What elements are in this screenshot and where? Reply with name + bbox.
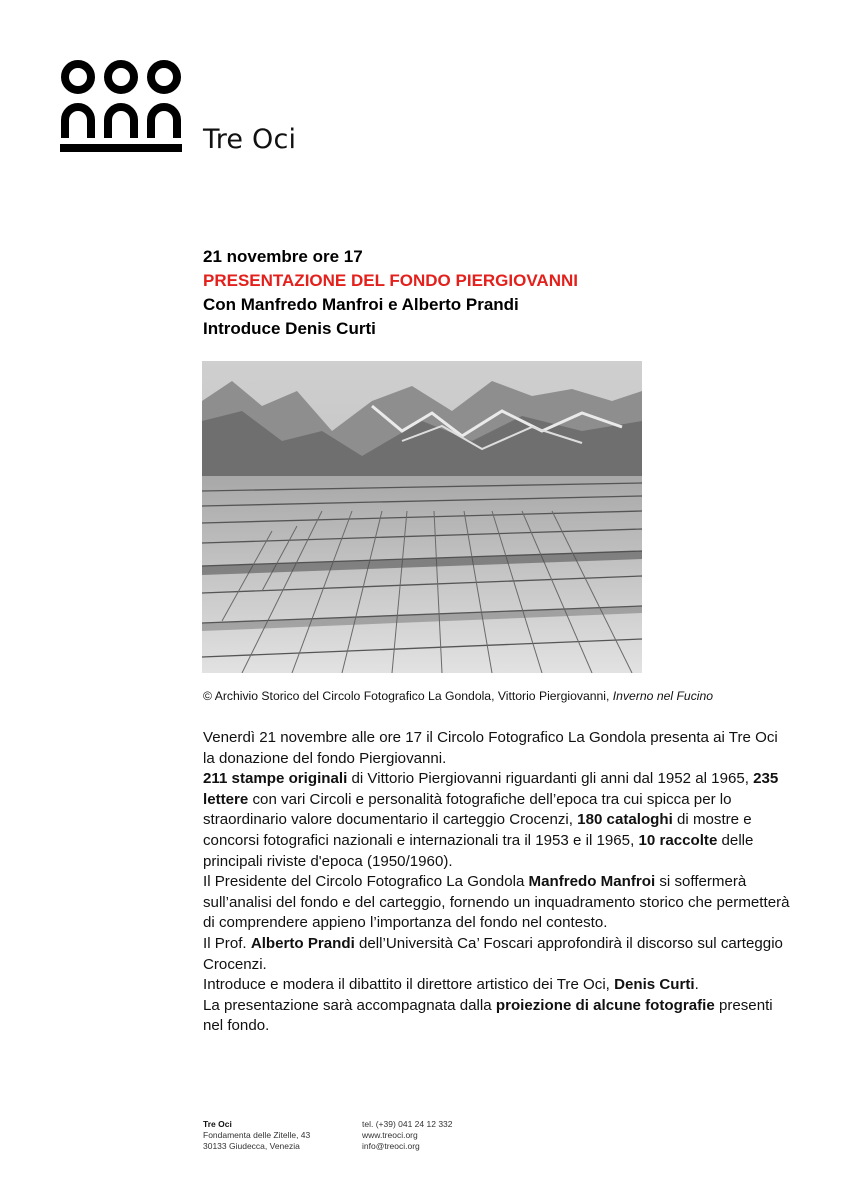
text: di mostre e concorsi fotografici nazionali e internazionali tra il 1953 e il 1965, bbox=[203, 811, 752, 849]
bold-prandi: Alberto Prandi bbox=[250, 934, 355, 952]
text: La presentazione sarà accompagnata dalla bbox=[203, 996, 496, 1014]
bold-prints: 211 stampe originali bbox=[203, 770, 348, 788]
footer-name: Tre Oci bbox=[203, 1119, 232, 1129]
caption-title: Inverno nel Fucino bbox=[612, 689, 714, 703]
event-title: PRESENTAZIONE DEL FONDO PIERGIOVANNI bbox=[203, 271, 578, 290]
footer-contacts bbox=[362, 1119, 453, 1152]
landscape-photo bbox=[202, 361, 642, 673]
footer-phone: tel. (+39) 041 24 12 332 bbox=[362, 1119, 453, 1129]
body-text bbox=[203, 728, 793, 1037]
text: di Vittorio Piergiovanni riguardanti gli anni dal 1952 al 1965, bbox=[347, 770, 754, 788]
text: con vari Circoli e personalità fotografiche dell’epoca tra cui spicca per lo straordinario valore documentario il carteggio Crocenzi, bbox=[203, 790, 732, 829]
bold-collections: 10 raccolte bbox=[638, 831, 718, 849]
paragraph-5 bbox=[203, 975, 793, 996]
paragraph-1: Venerdì 21 novembre alle ore 17 il Circolo Fotografico La Gondola presenta ai Tre Oci la donazione del fondo Piergiovanni. bbox=[203, 729, 778, 767]
footer-address bbox=[203, 1119, 310, 1152]
event-date: 21 novembre ore 17 bbox=[203, 247, 363, 266]
bold-projection: proiezione di alcune fotografie bbox=[495, 996, 715, 1014]
text: presenti nel fondo. bbox=[203, 996, 773, 1035]
paragraph-4 bbox=[203, 934, 793, 975]
caption-text: © Archivio Storico del Circolo Fotografico La Gondola, Vittorio Piergiovanni, bbox=[203, 689, 613, 703]
paragraph-2 bbox=[203, 769, 793, 872]
paragraph-6 bbox=[203, 996, 793, 1037]
bold-catalogs: 180 cataloghi bbox=[577, 811, 673, 829]
bold-letters: 235 lettere bbox=[203, 770, 779, 808]
footer-email-link[interactable]: info@treoci.org bbox=[362, 1141, 420, 1151]
event-intro: Introduce Denis Curti bbox=[203, 319, 376, 338]
bold-curti: Denis Curti bbox=[614, 976, 695, 994]
event-speakers: Con Manfredo Manfroi e Alberto Prandi bbox=[203, 295, 519, 314]
photo-caption bbox=[203, 689, 713, 703]
footer-address-line-1: Fondamenta delle Zitelle, 43 bbox=[203, 1130, 311, 1140]
text: Il Prof. bbox=[203, 934, 251, 952]
text: si soffermerà sull’analisi del fondo e del carteggio, fornendo un inquadramento storico che permetterà di comprendere appieno l’importanza del fondo nel contesto. bbox=[203, 873, 790, 932]
text: delle principali riviste d'epoca (1950/1960). bbox=[203, 831, 754, 870]
paragraph-3 bbox=[203, 872, 793, 934]
event-heading bbox=[203, 245, 578, 341]
tre-oci-logo bbox=[60, 60, 182, 156]
text: . bbox=[694, 976, 699, 994]
brand-name: Tre Oci bbox=[203, 124, 297, 155]
text: dell’Università Ca’ Foscari approfondirà il discorso sul carteggio Crocenzi. bbox=[203, 934, 783, 973]
text: Il Presidente del Circolo Fotografico La Gondola bbox=[203, 873, 529, 891]
bold-manfroi: Manfredo Manfroi bbox=[528, 873, 656, 891]
footer-address-line-2: 30133 Giudecca, Venezia bbox=[203, 1141, 300, 1151]
footer-website-link[interactable]: www.treoci.org bbox=[362, 1130, 418, 1140]
text: Introduce e modera il dibattito il direttore artistico dei Tre Oci, bbox=[203, 976, 615, 994]
